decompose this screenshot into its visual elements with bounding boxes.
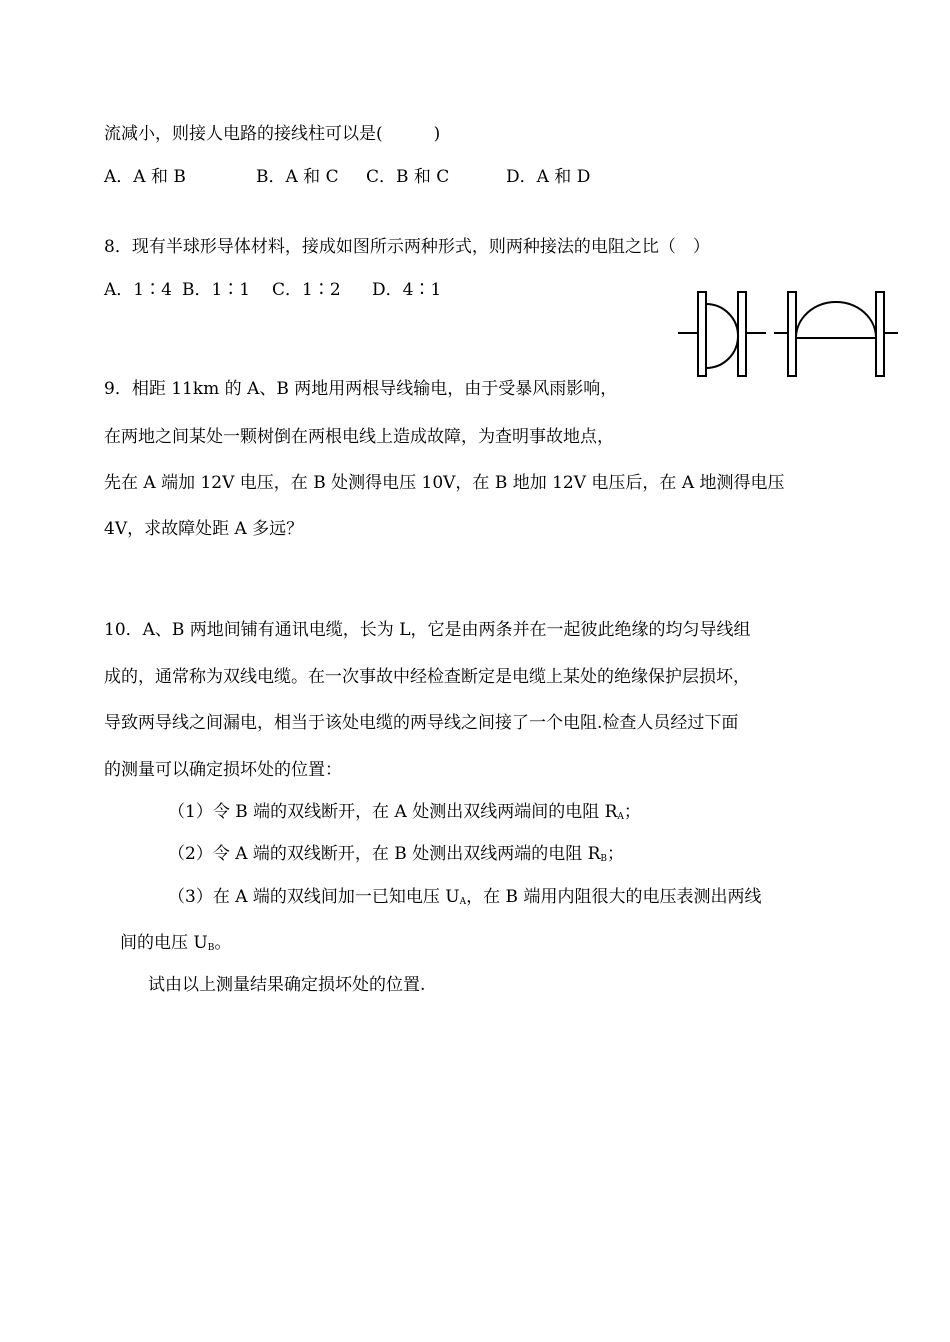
q7-option-a: A．A 和 B bbox=[104, 167, 186, 187]
q7-option-c: C．B 和 C bbox=[366, 167, 450, 187]
hemisphere-figure bbox=[672, 288, 902, 386]
q10-line-2: 成的，通常称为双线电缆。在一次事故中经检查断定是电缆上某处的绝缘保护层损坏， bbox=[104, 667, 750, 687]
q7-option-b: B．A 和 C bbox=[256, 167, 339, 187]
q10-step-3-continued: 间的电压 $U_B$。 bbox=[120, 933, 232, 953]
q7-option-d: D．A 和 D bbox=[506, 167, 591, 187]
q10-step-1: （1）令 B 端的双线断开，在 A 处测出双线两端间的电阻 $R_A$； bbox=[168, 802, 641, 822]
hemisphere-connection-2 bbox=[774, 292, 898, 376]
q10-line-4: 的测量可以确定损坏处的位置： bbox=[104, 760, 342, 780]
q8-option-a: A．1∶4 bbox=[104, 280, 172, 300]
q8-option-d: D．4∶1 bbox=[372, 280, 442, 300]
q8-option-b: B．1∶1 bbox=[182, 280, 251, 300]
q10-step-2: （2）令 A 端的双线断开，在 B 处测出双线两端的电阻 $R_B$； bbox=[168, 844, 625, 864]
q10-closing: 试由以上测量结果确定损坏处的位置. bbox=[148, 975, 426, 995]
q7-stem-tail: 流减小，则接人电路的接线柱可以是( ) bbox=[104, 124, 441, 144]
q10-step-3: （3）在 A 端的双线间加一已知电压 $U_A$，在 B 端用内阻很大的电压表测出两线 bbox=[168, 887, 762, 907]
q9-line-3: 先在 A 端加 12V 电压，在 B 处测得电压 10V，在 B 地加 12V 电压后，在 A 地测得电压 bbox=[104, 473, 785, 493]
q10-line-3: 导致两导线之间漏电，相当于该处电缆的两导线之间接了一个电阻.检查人员经过下面 bbox=[104, 713, 739, 733]
q9-line-1: 9．相距 11km 的 A、B 两地用两根导线输电，由于受暴风雨影响， bbox=[104, 379, 618, 399]
hemisphere-connection-1 bbox=[678, 292, 766, 376]
q9-line-4: 4V，求故障处距 A 多远？ bbox=[104, 519, 304, 539]
q8-stem: 8．现有半球形导体材料，接成如图所示两种形式，则两种接法的电阻之比（ ） bbox=[104, 237, 710, 257]
q8-option-c: C．1∶2 bbox=[272, 280, 341, 300]
q10-line-1: 10．A、B 两地间铺有通讯电缆，长为 L，它是由两条并在一起彼此绝缘的均匀导线组 bbox=[104, 620, 751, 640]
q9-line-2: 在两地之间某处一颗树倒在两根电线上造成故障，为查明事故地点， bbox=[104, 427, 614, 447]
